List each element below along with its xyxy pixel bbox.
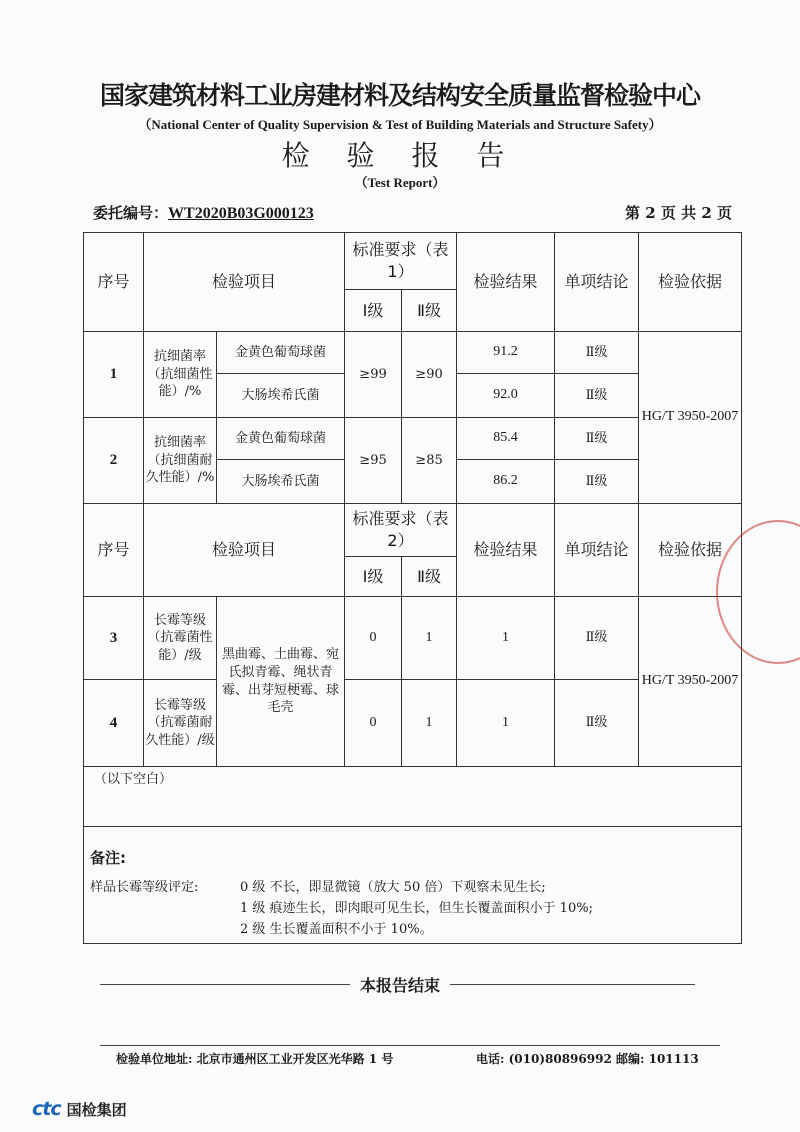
commission-number bbox=[93, 202, 314, 223]
row-result: 86.2 bbox=[457, 460, 555, 504]
footer-address: 检验单位地址: 北京市通州区工业开发区光华路 1 号 bbox=[116, 1052, 394, 1066]
row-std-2: ≥90 bbox=[402, 332, 457, 418]
blank-below-note: （以下空白） bbox=[84, 767, 742, 827]
note-level-0: 0 级 不长，即显微镜（放大 50 倍）下观察未见生长; bbox=[240, 880, 546, 895]
row-conclusion: Ⅱ级 bbox=[555, 460, 639, 504]
footer-phone: 电话: (010)80896992 邮编: 101113 bbox=[476, 1052, 699, 1066]
logo-text: 国检集团 bbox=[66, 1100, 127, 1119]
row-result: 91.2 bbox=[457, 332, 555, 374]
header-no: 序号 bbox=[84, 504, 144, 597]
row-no: 2 bbox=[84, 418, 144, 504]
row-std-2: ≥85 bbox=[402, 418, 457, 504]
org-title-cn: 国家建筑材料工业房建材料及结构安全质量监督检验中心 bbox=[99, 81, 700, 110]
footer bbox=[116, 1050, 699, 1067]
notes bbox=[90, 848, 593, 940]
note-level-1: 1 级 痕迹生长，即肉眼可见生长，但生长覆盖面积小于 10%; bbox=[240, 901, 593, 916]
row-std-1: 0 bbox=[345, 680, 402, 767]
report-title-en: （Test Report） bbox=[354, 175, 446, 190]
notes-lead: 样品长霉等级评定: bbox=[90, 880, 199, 895]
report-title: 检 验 报 告 bbox=[281, 139, 519, 172]
row-std-2: 1 bbox=[402, 597, 457, 680]
note-line bbox=[90, 919, 593, 940]
row-subitem: 金黄色葡萄球菌 bbox=[217, 418, 345, 460]
commission-value: WT2020B03G000123 bbox=[168, 205, 314, 222]
row-conclusion: Ⅱ级 bbox=[555, 332, 639, 374]
results-table bbox=[83, 232, 742, 944]
footer-divider bbox=[100, 1045, 720, 1046]
row-result: 1 bbox=[457, 597, 555, 680]
row-fungi: 黑曲霉、土曲霉、宛氏拟青霉、绳状青霉、出芽短梗霉、球毛壳 bbox=[217, 597, 345, 767]
row-subitem: 大肠埃希氏菌 bbox=[217, 460, 345, 504]
report-end bbox=[0, 973, 800, 996]
ctc-logo-icon: ctc bbox=[32, 1098, 61, 1120]
row-conclusion: Ⅱ级 bbox=[555, 597, 639, 680]
header-item: 检验项目 bbox=[144, 233, 345, 332]
row-conclusion: Ⅱ级 bbox=[555, 374, 639, 418]
ctc-logo bbox=[32, 1098, 127, 1120]
row-item: 抗细菌率（抗细菌耐久性能）/% bbox=[144, 418, 217, 504]
row-std-1: 0 bbox=[345, 597, 402, 680]
header-level-1: Ⅰ级 bbox=[345, 557, 402, 597]
row-basis: HG/T 3950-2007 bbox=[639, 597, 742, 767]
row-std-2: 1 bbox=[402, 680, 457, 767]
header-no: 序号 bbox=[84, 233, 144, 332]
row-conclusion: Ⅱ级 bbox=[555, 418, 639, 460]
table-row bbox=[84, 597, 742, 680]
header-result: 检验结果 bbox=[457, 233, 555, 332]
header-basis: 检验依据 bbox=[639, 233, 742, 332]
header-result: 检验结果 bbox=[457, 504, 555, 597]
row-item: 长霉等级（抗霉菌性能）/级 bbox=[144, 597, 217, 680]
header-standard-2: 标准要求（表 2） bbox=[345, 504, 457, 557]
note-line bbox=[90, 898, 593, 919]
page-info: 第 2 页 共 2 页 bbox=[625, 204, 732, 222]
header-level-2: Ⅱ级 bbox=[402, 557, 457, 597]
row-result: 92.0 bbox=[457, 374, 555, 418]
header-conclusion: 单项结论 bbox=[555, 504, 639, 597]
table-header-row bbox=[84, 504, 742, 557]
table-header-row bbox=[84, 233, 742, 290]
header-conclusion: 单项结论 bbox=[555, 233, 639, 332]
row-result: 1 bbox=[457, 680, 555, 767]
row-subitem: 金黄色葡萄球菌 bbox=[217, 332, 345, 374]
header-level-2: Ⅱ级 bbox=[402, 290, 457, 332]
blank-row bbox=[84, 767, 742, 827]
header-item: 检验项目 bbox=[144, 504, 345, 597]
header-standard-1: 标准要求（表 1） bbox=[345, 233, 457, 290]
row-subitem: 大肠埃希氏菌 bbox=[217, 374, 345, 418]
row-std-1: ≥95 bbox=[345, 418, 402, 504]
row-no: 4 bbox=[84, 680, 144, 767]
header-basis: 检验依据 bbox=[639, 504, 742, 597]
org-title-en: （National Center of Quality Supervision & Test of Building Materials and Structure Safety） bbox=[138, 117, 662, 132]
row-conclusion: Ⅱ级 bbox=[555, 680, 639, 767]
row-no: 1 bbox=[84, 332, 144, 418]
row-item: 长霉等级（抗霉菌耐久性能）/级 bbox=[144, 680, 217, 767]
note-line bbox=[90, 877, 593, 898]
notes-title: 备注: bbox=[90, 849, 126, 867]
report-end-label: 本报告结束 bbox=[350, 976, 450, 995]
commission-label: 委托编号： bbox=[93, 204, 169, 222]
header-level-1: Ⅰ级 bbox=[345, 290, 402, 332]
note-level-2: 2 级 生长覆盖面积不小于 10%。 bbox=[240, 922, 433, 937]
table-row bbox=[84, 332, 742, 374]
row-result: 85.4 bbox=[457, 418, 555, 460]
row-std-1: ≥99 bbox=[345, 332, 402, 418]
row-no: 3 bbox=[84, 597, 144, 680]
row-basis: HG/T 3950-2007 bbox=[639, 332, 742, 504]
row-item: 抗细菌率（抗细菌性能）/% bbox=[144, 332, 217, 418]
